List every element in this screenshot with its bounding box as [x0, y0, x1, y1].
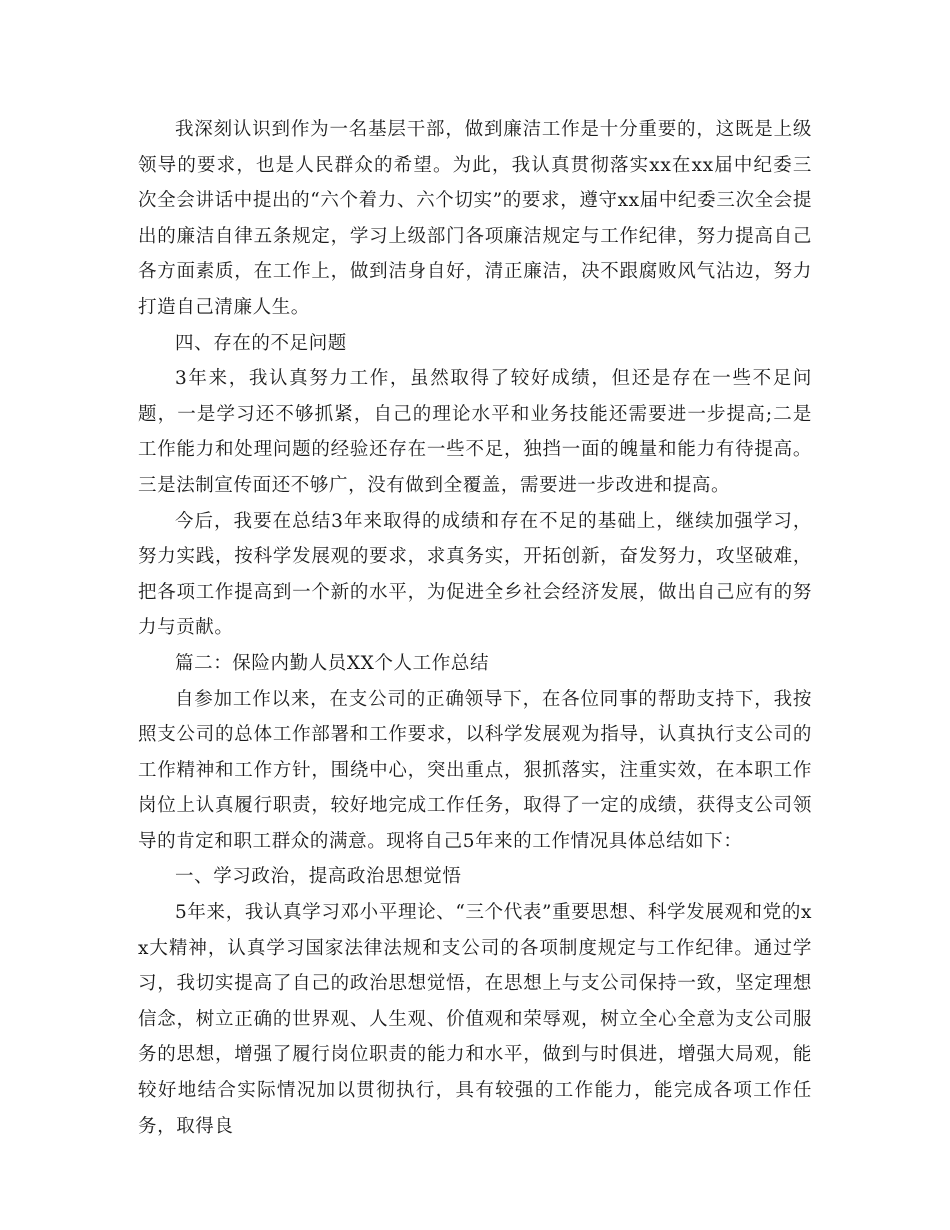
- paragraph-introduction: 自参加工作以来，在支公司的正确领导下，在各位同事的帮助支持下，我按照支公司的总体工作部署和工作要求，以科学发展观为指导，认真执行支公司的工作精神和工作方针，围绕中心，突出重点，狠抓落实，注重实效，在本职工作岗位上认真履行职责，较好地完成工作任务，取得了一定的成绩，获得支公司领导的肯定和职工群众的满意。现将自己5年来的工作情况具体总结如下：: [138, 688, 812, 852]
- paragraph-future-plans: 今后，我要在总结3年来取得的成绩和存在不足的基础上，继续加强学习，努力实践，按科学发展观的要求，求真务实，开拓创新，奋发努力，攻坚破难，把各项工作提高到一个新的水平，为促进全乡社会经济发展，做出自己应有的努力与贡献。: [138, 510, 812, 639]
- paragraph-political-study: 5年来，我认真学习邓小平理论、“三个代表”重要思想、科学发展观和党的xx大精神，认真学习国家法律法规和支公司的各项制度规定与工作纪律。通过学习，我切实提高了自己的政治思想觉悟，在思想上与支公司保持一致，坚定理想信念，树立正确的世界观、人生观、价值观和荣辱观，树立全心全意为支公司服务的思想，增强了履行岗位职责的能力和水平，做到与时俱进，增强大局观，能较好地结合实际情况加以贯彻执行，具有较强的工作能力，能完成各项工作任务，取得良: [138, 902, 812, 1137]
- section-heading-shortcomings: 四、存在的不足问题: [175, 332, 347, 354]
- section-heading-political-study: 一、学习政治，提高政治思想觉悟: [175, 866, 462, 888]
- paragraph-integrity: 我深刻认识到作为一名基层干部，做到廉洁工作是十分重要的，这既是上级领导的要求，也是人民群众的希望。为此，我认真贯彻落实xx在xx届中纪委三次全会讲话中提出的“六个着力、六个切实”的要求，遵守xx届中纪委三次全会提出的廉洁自律五条规定，学习上级部门各项廉洁规定与工作纪律，努力提高自己各方面素质，在工作上，做到洁身自好，清正廉洁，决不跟腐败风气沾边，努力打造自己清廉人生。: [138, 119, 812, 318]
- paragraph-shortcomings: 3年来，我认真努力工作，虽然取得了较好成绩，但还是存在一些不足问题，一是学习还不够抓紧，自己的理论水平和业务技能还需要进一步提高;二是工作能力和处理问题的经验还存在一些不足，独挡一面的魄量和能力有待提高。三是法制宣传面还不够广，没有做到全覆盖，需要进一步改进和提高。: [138, 368, 812, 496]
- chapter-heading-part-two: 篇二：保险内勤人员XX个人工作总结: [175, 652, 490, 674]
